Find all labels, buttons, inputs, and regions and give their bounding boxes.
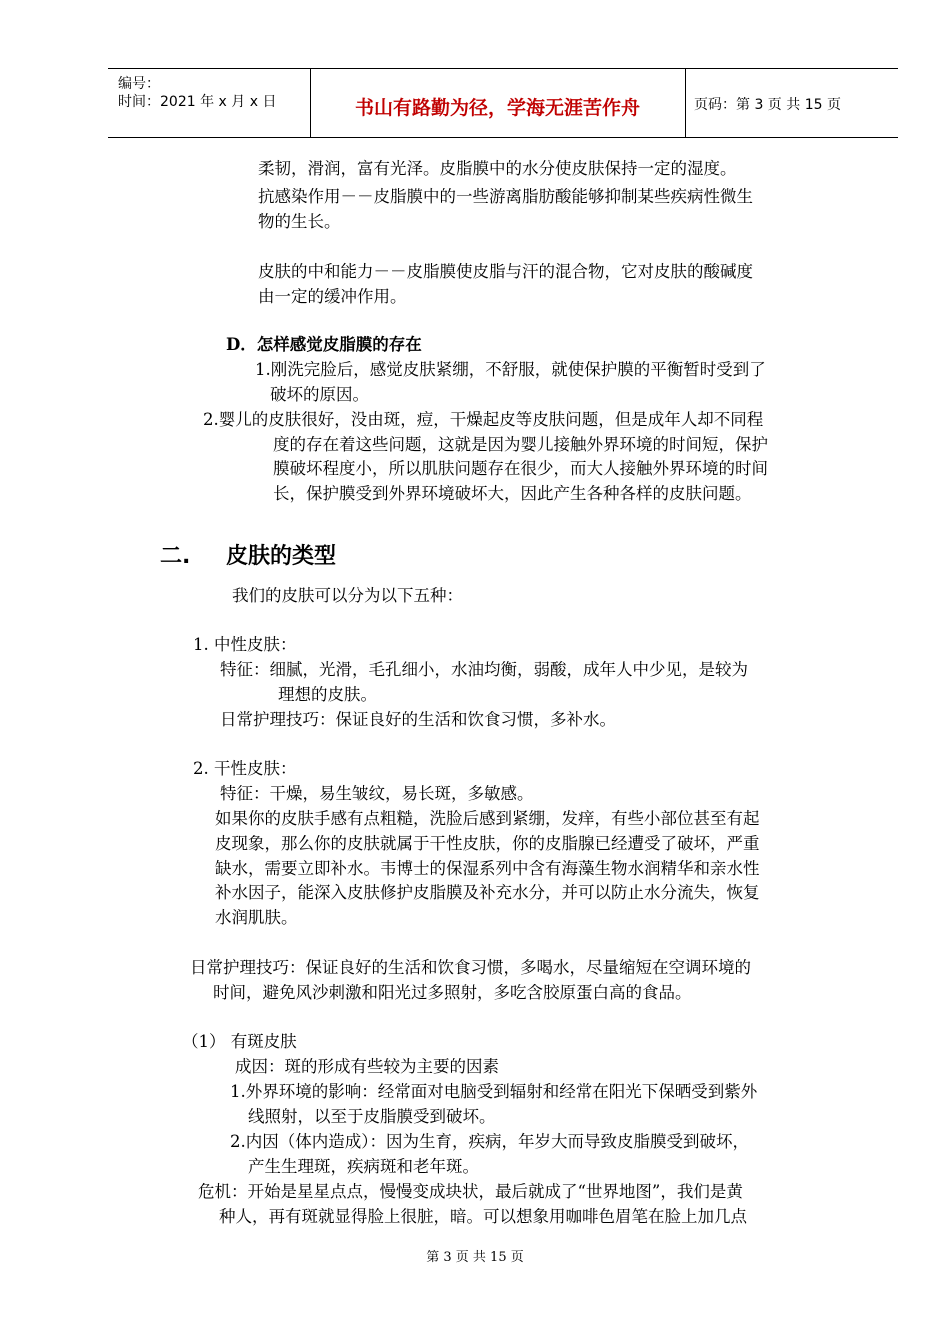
- paragraph-line: 成因：斑的形成有些较为主要的因素: [235, 1057, 499, 1076]
- list-item-line: 线照射，以至于皮脂膜受到破坏。: [248, 1107, 496, 1126]
- list-item-line: 2.婴儿的皮肤很好，没由斑，痘，干燥起皮等皮肤问题，但是成年人却不同程: [203, 410, 764, 429]
- skin-type-title: 2. 干性皮肤：: [193, 759, 297, 778]
- section-intro: 我们的皮肤可以分为以下五种：: [232, 586, 463, 605]
- subtype-title: （1） 有斑皮肤: [182, 1032, 297, 1051]
- paragraph-line: 时间，避免风沙刺激和阳光过多照射，多吃含胶原蛋白高的食品。: [213, 983, 692, 1002]
- skin-type-title: 1. 中性皮肤：: [193, 635, 297, 654]
- subsection-heading-d: D．怎样感觉皮脂膜的存在: [226, 335, 422, 354]
- list-item-line: 度的存在着这些问题，这就是因为婴儿接触外界环境的时间短，保护: [273, 435, 768, 454]
- list-item-line: 长，保护膜受到外界环境破坏大，因此产生各种各样的皮肤问题。: [273, 484, 752, 503]
- paragraph-line: 特征：细腻，光滑，毛孔细小，水油均衡，弱酸，成年人中少见，是较为: [220, 660, 748, 679]
- header-page-label: 页码：第 3 页 共 15 页: [694, 97, 841, 113]
- section-title: 皮肤的类型: [226, 544, 337, 569]
- list-item-line: 膜破坏程度小，所以肌肤问题存在很少，而大人接触外界环境的时间: [273, 459, 768, 478]
- paragraph-line: 理想的皮肤。: [278, 685, 377, 704]
- paragraph-line: 缺水，需要立即补水。韦博士的保湿系列中含有海藻生物水润精华和亲水性: [215, 859, 760, 878]
- header-time-label: 时间：2021 年 x 月 x 日: [118, 94, 277, 110]
- page-footer: 第 3 页 共 15 页: [426, 1250, 524, 1265]
- header-page-cell: [685, 69, 898, 137]
- paragraph-line: 由一定的缓冲作用。: [258, 287, 407, 306]
- paragraph-line: 日常护理技巧：保证良好的生活和饮食习惯，多补水。: [220, 710, 616, 729]
- paragraph-line: 皮肤的中和能力－－皮脂膜使皮脂与汗的混合物，它对皮肤的酸碱度: [258, 262, 753, 281]
- section-number: 二.: [160, 544, 191, 569]
- paragraph-line: 水润肌肤。: [215, 908, 298, 927]
- paragraph-line: 补水因子，能深入皮肤修护皮脂膜及补充水分，并可以防止水分流失，恢复: [215, 883, 760, 902]
- header-meta-cell: [108, 69, 311, 137]
- header-number-label: 编号：: [118, 76, 160, 92]
- paragraph-line: 柔韧，滑润，富有光泽。皮脂膜中的水分使皮肤保持一定的湿度。: [258, 159, 737, 178]
- list-item-line: 1.刚洗完脸后，感觉皮肤紧绷，不舒服，就使保护膜的平衡暂时受到了: [255, 360, 766, 379]
- document-header: [108, 68, 898, 138]
- paragraph-line: 日常护理技巧：保证良好的生活和饮食习惯，多喝水，尽量缩短在空调环境的: [190, 958, 751, 977]
- list-item-line: 1.外界环境的影响：经常面对电脑受到辐射和经常在阳光下保晒受到紫外: [230, 1082, 758, 1101]
- paragraph-line: 抗感染作用－－皮脂膜中的一些游离脂肪酸能够抑制某些疾病性微生: [258, 187, 753, 206]
- header-motto: 书山有路勤为径，学海无涯苦作舟: [354, 97, 640, 119]
- list-item-line: 2.内因（体内造成）：因为生育，疾病，年岁大而导致皮脂膜受到破坏，: [230, 1132, 749, 1151]
- paragraph-line: 种人，再有斑就显得脸上很脏，暗。可以想象用咖啡色眉笔在脸上加几点: [219, 1207, 747, 1226]
- list-item-line: 破坏的原因。: [270, 385, 369, 404]
- paragraph-line: 皮现象，那么你的皮肤就属于干性皮肤，你的皮脂腺已经遭受了破坏，严重: [215, 834, 760, 853]
- list-item-line: 产生生理斑，疾病斑和老年斑。: [248, 1157, 479, 1176]
- header-motto-cell: [310, 69, 686, 137]
- paragraph-line: 危机：开始是星星点点，慢慢变成块状，最后就成了“世界地图”，我们是黄: [198, 1182, 743, 1201]
- paragraph-line: 如果你的皮肤手感有点粗糙，洗脸后感到紧绷，发痒，有些小部位甚至有起: [215, 809, 760, 828]
- paragraph-line: 物的生长。: [258, 212, 341, 231]
- paragraph-line: 特征：干燥，易生皱纹，易长斑，多敏感。: [220, 784, 534, 803]
